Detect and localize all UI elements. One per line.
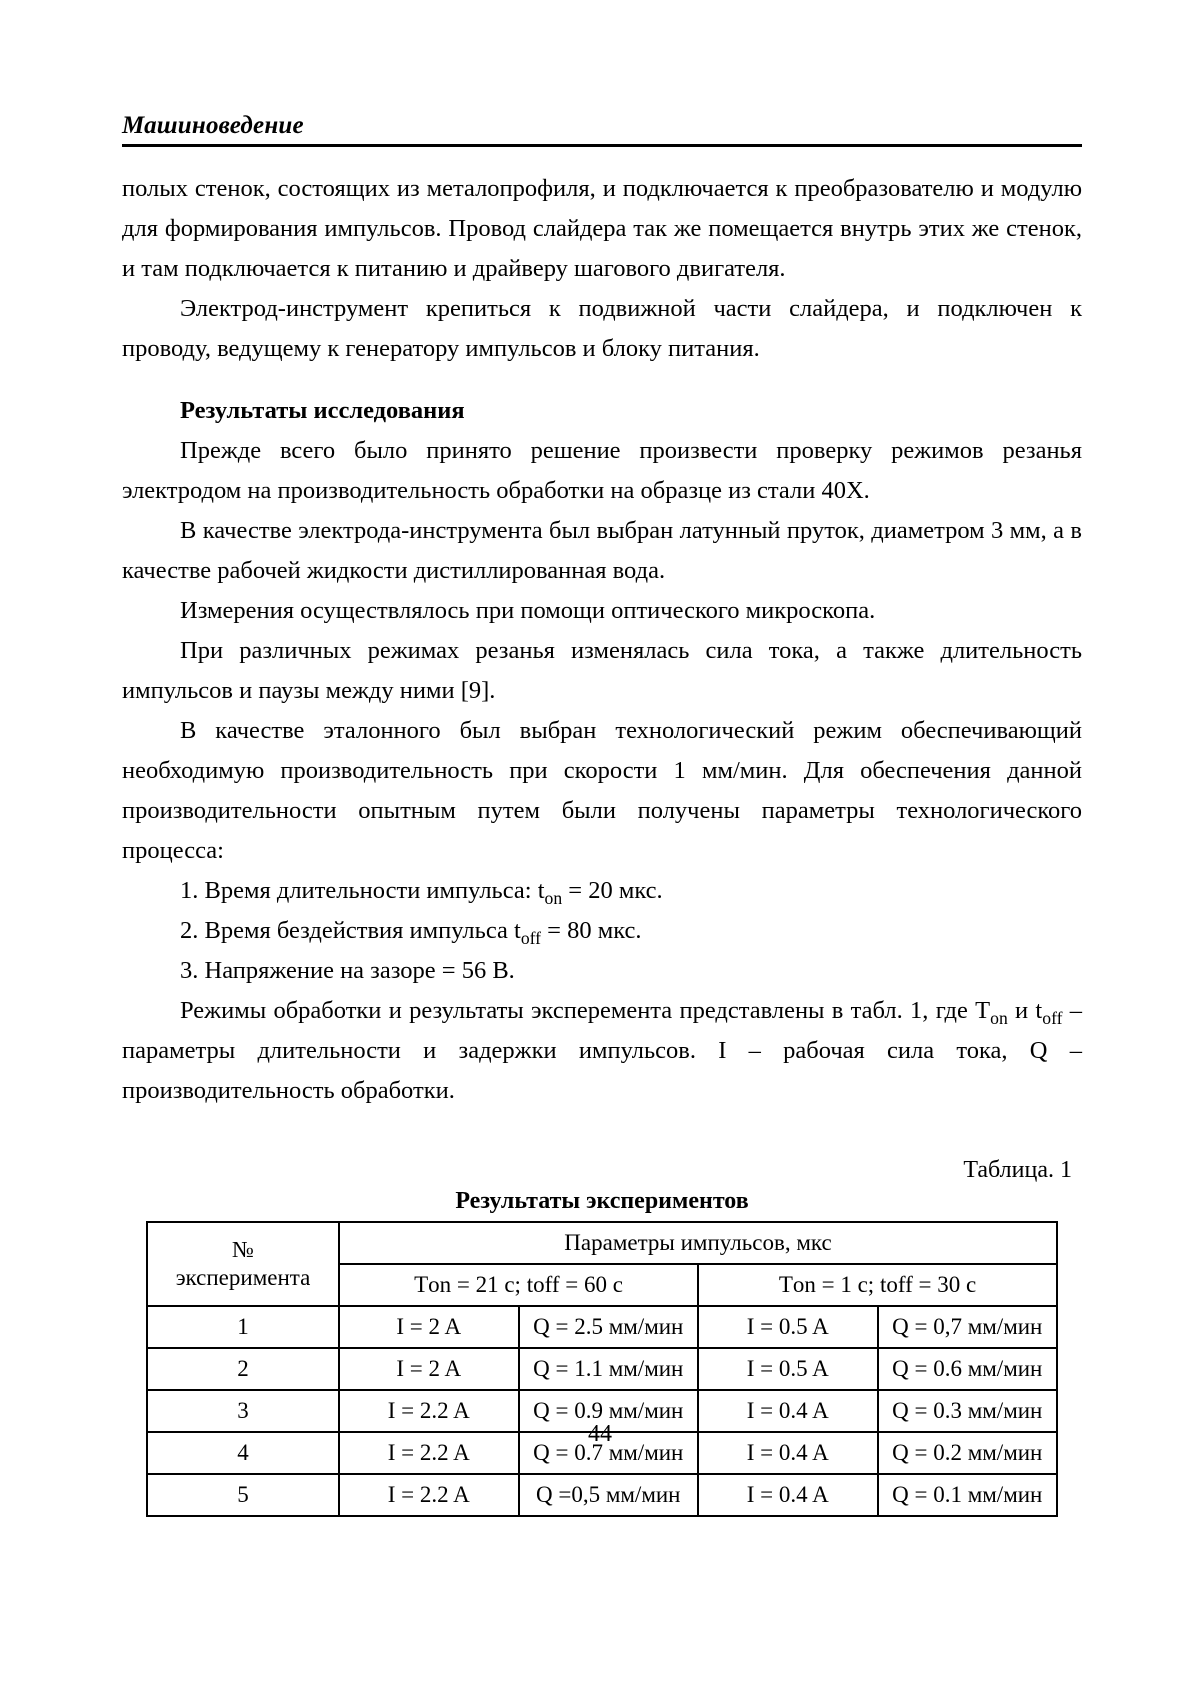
cell-current-right: I = 0.4 A: [698, 1390, 878, 1432]
table-number-label: Таблица. 1: [963, 1156, 1072, 1183]
section-heading-results: Результаты исследования: [180, 396, 465, 424]
list-item-pulse-off: [122, 911, 1082, 951]
table-header-row-1: [147, 1222, 1057, 1264]
list-item-pulse-on-sub: on: [544, 887, 563, 908]
cell-current-left: I = 2 A: [339, 1306, 519, 1348]
list-item-pulse-on: [122, 871, 1082, 911]
cell-experiment-no: 5: [147, 1474, 339, 1516]
cell-experiment-no: 1: [147, 1306, 339, 1348]
cell-current-left: I = 2.2 A: [339, 1432, 519, 1474]
table-title: Результаты экспериментов: [455, 1187, 749, 1214]
paragraph-modes-current: При различных режимах резанья изменялась сила тока, а также длительность импульсов и паузы между ними [9].: [122, 636, 1082, 704]
list-item-gap-voltage: 3. Напряжение на зазоре = 56 В.: [180, 956, 515, 984]
cell-rate-left: Q = 2.5 мм/мин: [519, 1306, 699, 1348]
paragraph-electrode-tool: Электрод-инструмент крепиться к подвижной части слайдера, и подключен к проводу, ведущему к генератору импульсов и блоку питания.: [122, 294, 1082, 362]
cell-rate-left: Q =0,5 мм/мин: [519, 1474, 699, 1516]
paragraph-table-reference-line1: Режимы обработки и результаты эксперемента представлены в табл. 1,: [180, 996, 929, 1024]
paragraph-table-reference: [122, 991, 1082, 1111]
cell-rate-left: Q = 1.1 мм/мин: [519, 1348, 699, 1390]
cell-rate-right: Q = 0.1 мм/мин: [878, 1474, 1058, 1516]
list-item-pulse-on-prefix: 1. Время длительности импульса: t: [180, 876, 545, 904]
list-item-pulse-on-suffix: = 20 мкс.: [562, 876, 663, 904]
paragraph-table-reference-post: – параметры длительности и задержки импульсов. I – рабочая сила тока, Q – производительность обработки.: [122, 996, 1083, 1104]
paragraph-steel-sample: Прежде всего было принято решение произвести проверку режимов резанья электродом на производительность обработки на образце из стали 40Х.: [122, 436, 1082, 504]
running-head-rule: [122, 144, 1082, 147]
paragraph-reference-mode: В качестве эталонного был выбран технологический режим обеспечивающий необходимую производительность при скорости 1 мм/мин. Для обеспечения данной производительности опытным путем были получены параметры технологического процесса:: [122, 716, 1082, 864]
cell-rate-right: Q = 0.6 мм/мин: [878, 1348, 1058, 1390]
cell-rate-left: Q = 0.9 мм/мин: [519, 1390, 699, 1432]
cell-rate-right: Q = 0.2 мм/мин: [878, 1432, 1058, 1474]
paragraph-continued: полых стенок, состоящих из металопрофиля, и подключается к преобразователю и модулю для формирования импульсов. Провод слайдера так же помещается внутрь этих же стенок, и там подключается к питанию и драйверу шагового двигателя.: [122, 174, 1082, 282]
cell-current-right: I = 0.4 A: [698, 1432, 878, 1474]
table-header-mode-right: Тon = 1 с; toff = 30 с: [698, 1264, 1057, 1306]
cell-current-right: I = 0.4 A: [698, 1474, 878, 1516]
symbol-ton-sub: on: [990, 1007, 1008, 1028]
table-row: [147, 1306, 1057, 1348]
list-item-pulse-off-suffix: = 80 мкс.: [541, 916, 642, 944]
list-item-pulse-off-sub: off: [520, 927, 542, 948]
symbol-toff-sub: off: [1042, 1007, 1063, 1028]
cell-current-left: I = 2 A: [339, 1348, 519, 1390]
cell-current-right: I = 0.5 A: [698, 1348, 878, 1390]
cell-rate-right: Q = 0,7 мм/мин: [878, 1306, 1058, 1348]
table-header-experiment-no-line2: эксперимента: [175, 1264, 311, 1290]
results-table: [146, 1221, 1058, 1517]
paragraph-table-reference-pre: где T: [935, 996, 991, 1024]
cell-experiment-no: 3: [147, 1390, 339, 1432]
cell-rate-left: Q = 0.7 мм/мин: [519, 1432, 699, 1474]
table-header-experiment-no-line1: №: [232, 1236, 254, 1262]
cell-current-right: I = 0.5 A: [698, 1306, 878, 1348]
page-number: 44: [588, 1421, 612, 1447]
cell-experiment-no: 4: [147, 1432, 339, 1474]
table-header-mode-left: Тon = 21 с; toff = 60 с: [339, 1264, 698, 1306]
running-head: Машиноведение: [122, 112, 304, 139]
cell-rate-right: Q = 0.3 мм/мин: [878, 1390, 1058, 1432]
paragraph-brass-rod: В качестве электрода-инструмента был выбран латунный пруток, диаметром 3 мм, а в качестве рабочей жидкости дистиллированная вода.: [122, 516, 1082, 584]
table-row: [147, 1348, 1057, 1390]
cell-experiment-no: 2: [147, 1348, 339, 1390]
table-row: [147, 1474, 1057, 1516]
list-item-pulse-off-prefix: 2. Время бездействия импульса t: [180, 916, 521, 944]
cell-current-left: I = 2.2 A: [339, 1474, 519, 1516]
cell-current-left: I = 2.2 A: [339, 1390, 519, 1432]
table-header-experiment-no: [147, 1222, 339, 1306]
paragraph-table-reference-mid: и t: [1007, 996, 1043, 1024]
paragraph-microscope: Измерения осуществлялось при помощи оптического микроскопа.: [180, 596, 876, 624]
table-header-group-pulse-params: Параметры импульсов, мкс: [339, 1222, 1057, 1264]
